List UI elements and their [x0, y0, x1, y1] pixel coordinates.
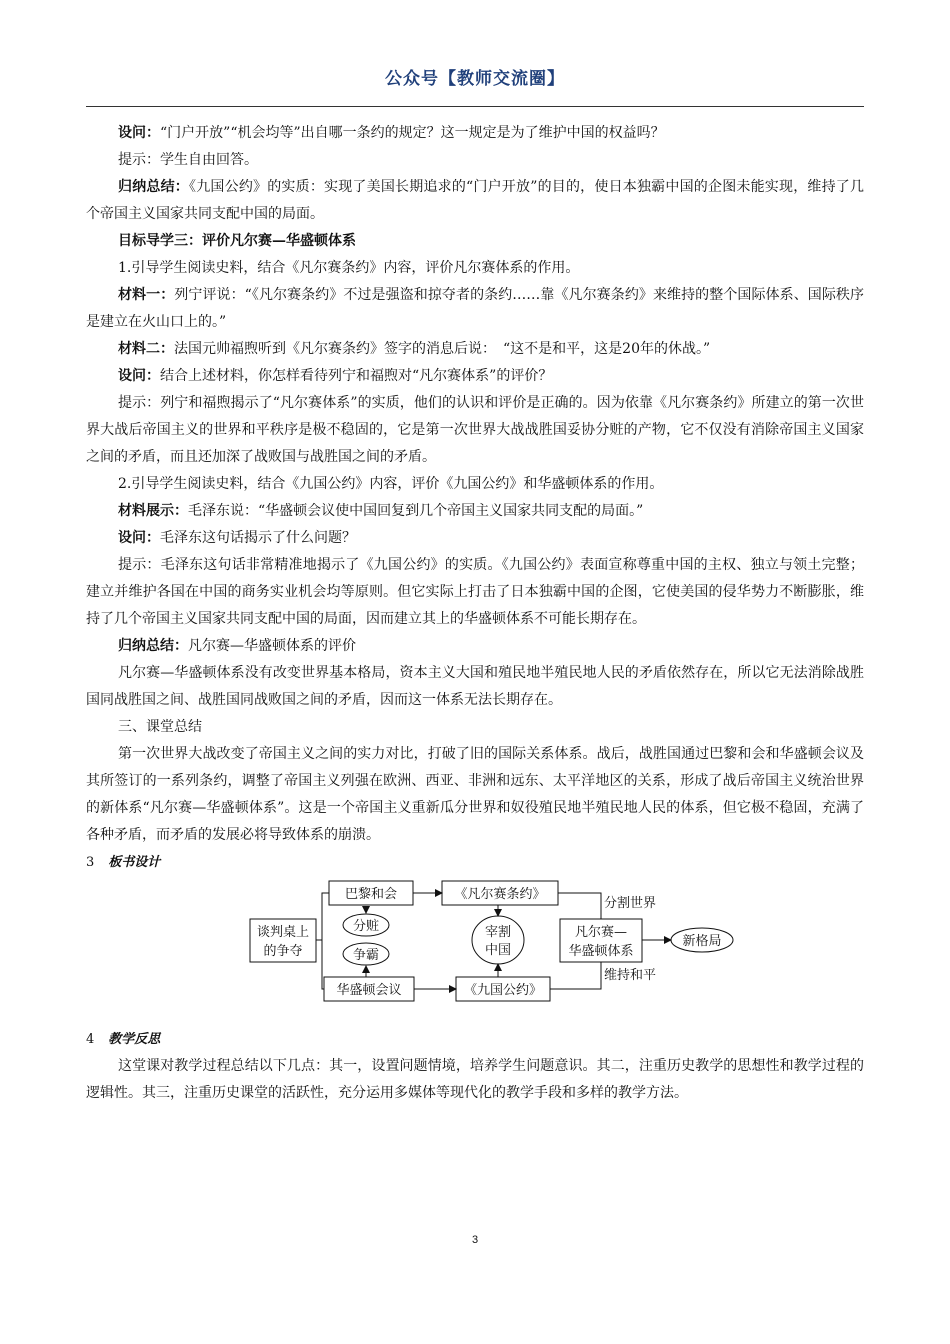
paragraph: 材料一：列宁评说：“《凡尔赛条约》不过是强盗和掠夺者的条约……靠《凡尔赛条约》来维持的整个国际体系、国际秩序是建立在火山口上的。”	[86, 287, 864, 330]
diagram-svg	[86, 878, 864, 1024]
paragraph: 凡尔赛—华盛顿体系没有改变世界基本格局，资本主义大国和殖民地半殖民地人民的矛盾依然存在，所以它无法消除战胜国同战胜国之间、战胜国同战败国之间的矛盾，因而这一体系无法长期存在。	[86, 665, 864, 708]
paragraph: 三、课堂总结	[118, 719, 202, 735]
document-body	[86, 120, 864, 1107]
paragraph: 设问：“门户开放”“机会均等”出自哪一条约的规定？这一规定是为了维护中国的权益吗？	[118, 125, 665, 141]
paragraph: 归纳总结：凡尔赛—华盛顿体系的评价	[118, 638, 356, 654]
paragraph: 设问：结合上述材料，你怎样看待列宁和福煦对“凡尔赛体系”的评价？	[118, 368, 553, 384]
left-box-line2: 的争夺	[263, 944, 303, 959]
system-box-line2: 华盛顿体系	[568, 944, 634, 959]
paragraph: 2.引导学生阅读史料，结合《九国公约》内容，评价《九国公约》和华盛顿体系的作用。	[118, 476, 664, 492]
paragraph: 材料二：法国元帅福煦听到《凡尔赛条约》签字的消息后说： “这不是和平，这是20年的休战。”	[118, 341, 711, 357]
paris-label: 巴黎和会	[344, 887, 398, 902]
system-box-line1: 凡尔赛—	[574, 925, 628, 940]
paragraph: 设问：毛泽东这句话揭示了什么问题？	[118, 530, 356, 546]
page-number: 3	[471, 1234, 479, 1246]
page-header: 公众号【教师交流圈】	[385, 69, 565, 89]
paragraph: 提示：列宁和福煦揭示了“凡尔赛体系”的实质，他们的认识和评价是正确的。因为依靠《凡尔赛条约》所建立的第一次世界大战后帝国主义的世界和平秩序是极不稳固的，它是第一次世界大战战胜国妥协分赃的产物，它不仅没有消除帝国主义国家之间的矛盾，而且还加深了战败国与战胜国之间的矛盾。	[86, 395, 864, 465]
section-heading-reflection: 4 教学反思	[86, 1032, 161, 1047]
connector	[550, 962, 601, 989]
paragraph: 材料展示：毛泽东说：“华盛顿会议使中国回复到几个帝国主义国家共同支配的局面。”	[118, 503, 644, 519]
maintain-peace-label: 维持和平	[604, 968, 657, 983]
header-divider	[86, 106, 864, 107]
paragraph: 1.引导学生阅读史料，结合《凡尔赛条约》内容，评价凡尔赛体系的作用。	[118, 260, 580, 276]
connector	[316, 893, 329, 940]
carve-china-line1: 宰割	[484, 925, 512, 940]
left-box-line1: 谈判桌上	[256, 925, 310, 940]
board-design-diagram	[86, 878, 864, 1024]
paragraph: 提示：毛泽东这句话非常精准地揭示了《九国公约》的实质。《九国公约》表面宣称尊重中国的主权、独立与领土完整；建立并维护各国在中国的商务实业机会均等原则。但它实际上打击了日本独霸中国的企图，它使美国的侵华势力不断膨胀，维持了几个帝国主义国家共同支配中国的局面，因而建立其上的华盛顿体系不可能长期存在。	[86, 557, 864, 627]
section-heading: 目标导学三：评价凡尔赛—华盛顿体系	[118, 233, 356, 249]
paragraph: 归纳总结：《九国公约》的实质：实现了美国长期追求的“门户开放”的目的，使日本独霸中国的企图未能实现，维持了几个帝国主义国家共同支配中国的局面。	[86, 179, 865, 222]
paragraph: 第一次世界大战改变了帝国主义之间的实力对比，打破了旧的国际关系体系。战后，战胜国通过巴黎和会和华盛顿会议及其所签订的一系列条约，调整了帝国主义列强在欧洲、西亚、非洲和远东、太平洋地区的关系，形成了战后帝国主义统治世界的新体系“凡尔赛—华盛顿体系”。这是一个帝国主义重新瓜分世界和奴役殖民地半殖民地人民的体系，但它极不稳固，充满了各种矛盾，而矛盾的发展必将导致体系的崩溃。	[86, 746, 864, 843]
carve-china-line2: 中国	[484, 943, 512, 958]
connector	[558, 893, 601, 919]
versailles-label: 《凡尔赛条约》	[454, 887, 546, 902]
new-pattern-label: 新格局	[682, 934, 722, 949]
paragraph: 这堂课对教学过程总结以下几点：其一，设置问题情境，培养学生问题意识。其二，注重历史教学的思想性和教学过程的逻辑性。其三，注重历史课堂的活跃性，充分运用多媒体等现代化的教学手段和多样的教学方法。	[86, 1058, 864, 1101]
section-heading-board: 3 板书设计	[86, 855, 161, 870]
hegemony-label: 争霸	[352, 948, 380, 963]
split-spoils-label: 分赃	[352, 919, 380, 934]
nine-power-label: 《九国公约》	[463, 983, 543, 998]
divide-world-label: 分割世界	[604, 896, 657, 911]
paragraph: 提示：学生自由回答。	[118, 152, 258, 168]
washington-label: 华盛顿会议	[336, 983, 402, 998]
